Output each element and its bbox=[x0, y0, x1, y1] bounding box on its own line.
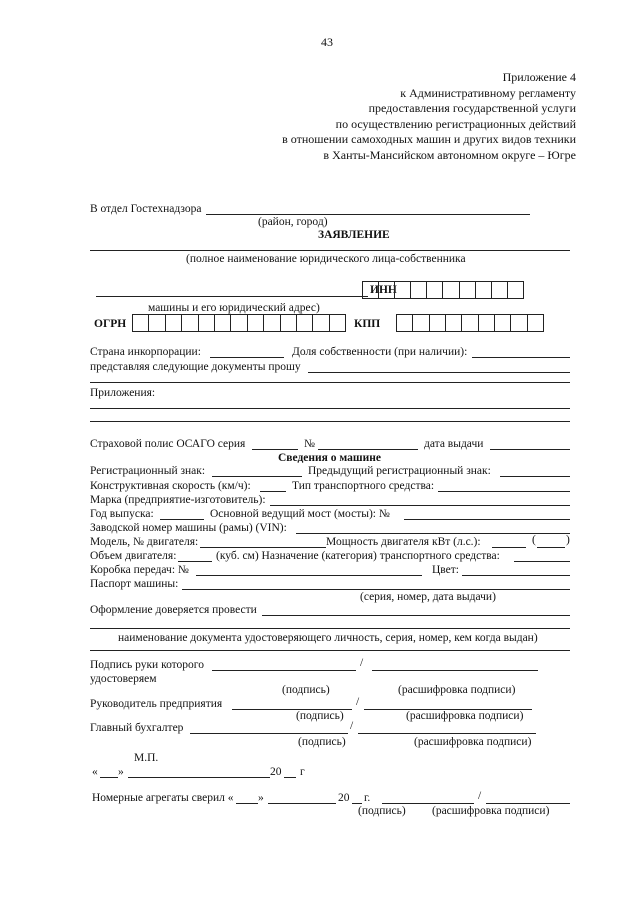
page-number: 43 bbox=[321, 35, 333, 49]
owner-field-2[interactable] bbox=[96, 296, 368, 297]
country-field[interactable] bbox=[210, 357, 284, 358]
power-kw-field[interactable] bbox=[492, 547, 526, 548]
checked-close: » bbox=[258, 792, 264, 804]
checked-month-field[interactable] bbox=[268, 803, 336, 804]
brand-field[interactable] bbox=[270, 505, 570, 506]
vehicle-type-label: Тип транспортного средства: bbox=[292, 480, 435, 492]
checked-label: Номерные агрегаты сверил « bbox=[92, 792, 234, 804]
osago-date-label: дата выдачи bbox=[424, 438, 484, 450]
signature-of-label: Подпись руки которого bbox=[90, 659, 204, 671]
osago-date-field[interactable] bbox=[490, 449, 570, 450]
signature-hint: (подпись) bbox=[298, 736, 346, 748]
slash: / bbox=[478, 790, 482, 802]
osago-label: Страховой полис ОСАГО серия bbox=[90, 438, 246, 450]
appendix-line: к Административному регламенту bbox=[400, 85, 576, 100]
inn-label: ИНН bbox=[370, 284, 397, 296]
vin-label: Заводской номер машины (рамы) (VIN): bbox=[90, 522, 287, 534]
osago-no-label: № bbox=[304, 438, 315, 450]
attachments-label: Приложения: bbox=[90, 387, 156, 399]
passport-field[interactable] bbox=[182, 589, 570, 590]
passport-hint: (серия, номер, дата выдачи) bbox=[360, 591, 496, 603]
appendix-header bbox=[282, 70, 576, 163]
share-field[interactable] bbox=[472, 357, 570, 358]
kpp-label: КПП bbox=[354, 318, 381, 330]
slash: / bbox=[356, 696, 360, 708]
date-year-field[interactable] bbox=[284, 777, 296, 778]
date-close: » bbox=[118, 766, 124, 778]
department-label: В отдел Гостехнадзора bbox=[90, 203, 202, 215]
signature-of-sign-field[interactable] bbox=[212, 670, 356, 671]
reg-sign-label: Регистрационный знак: bbox=[90, 465, 206, 477]
form-title: ЗАЯВЛЕНИЕ bbox=[318, 229, 390, 241]
axle-field[interactable] bbox=[404, 519, 570, 520]
docs-label: представляя следующие документы прошу bbox=[90, 361, 301, 373]
checked-sign-field[interactable] bbox=[382, 803, 474, 804]
owner-hint-2: машины и его юридический адрес) bbox=[148, 302, 320, 314]
category-field[interactable] bbox=[514, 561, 570, 562]
osago-number-field[interactable] bbox=[318, 449, 418, 450]
executed-by-field[interactable] bbox=[262, 615, 570, 616]
appendix-line: по осуществлению регистрационных действий bbox=[335, 116, 576, 131]
vehicle-type-field[interactable] bbox=[438, 491, 570, 492]
checked-year-field[interactable] bbox=[352, 803, 362, 804]
power-hp-close: ) bbox=[566, 534, 570, 546]
appendix-line: Приложение 4 bbox=[502, 70, 576, 84]
attachments-line[interactable] bbox=[90, 408, 570, 409]
color-field[interactable] bbox=[462, 575, 570, 576]
model-field[interactable] bbox=[200, 547, 326, 548]
slash: / bbox=[360, 657, 364, 669]
power-hp-open: ( bbox=[532, 534, 536, 546]
appendix-line: предоставления государственной услуги bbox=[368, 101, 576, 115]
year-label: Год выпуска: bbox=[90, 508, 154, 520]
executed-by-field-2[interactable] bbox=[90, 628, 570, 629]
date-open: « bbox=[92, 766, 98, 778]
signature-hint: (подпись) bbox=[282, 684, 330, 696]
brand-label: Марка (предприятие-изготовитель): bbox=[90, 494, 266, 506]
decoding-hint: (расшифровка подписи) bbox=[406, 710, 524, 722]
certify-label: удостоверяем bbox=[90, 673, 157, 685]
machine-header: Сведения о машине bbox=[278, 452, 381, 464]
date-year-g: г bbox=[300, 766, 305, 778]
model-label: Модель, № двигателя: bbox=[90, 536, 199, 548]
checked-decode-field[interactable] bbox=[486, 803, 570, 804]
gearbox-label: Коробка передач: № bbox=[90, 564, 189, 576]
kpp-cells[interactable] bbox=[396, 314, 544, 332]
gearbox-field[interactable] bbox=[196, 575, 422, 576]
vin-field[interactable] bbox=[296, 533, 570, 534]
accountant-sign-field[interactable] bbox=[190, 733, 348, 734]
volume-unit-label: (куб. см) Назначение (категория) транспортного средства: bbox=[216, 550, 500, 562]
ogrn-cells[interactable] bbox=[132, 314, 346, 332]
signature-hint: (подпись) bbox=[296, 710, 344, 722]
owner-hint: (полное наименование юридического лица-собственника bbox=[186, 253, 466, 265]
year-field[interactable] bbox=[160, 519, 204, 520]
checked-year-prefix: 20 bbox=[338, 792, 350, 804]
share-label: Доля собственности (при наличии): bbox=[292, 346, 468, 358]
checked-g: г. bbox=[364, 792, 371, 804]
prev-reg-sign-label: Предыдущий регистрационный знак: bbox=[308, 465, 491, 477]
appendix-line: в отношении самоходных машин и других видов техники bbox=[282, 132, 576, 146]
speed-field[interactable] bbox=[260, 491, 286, 492]
country-label: Страна инкорпорации: bbox=[90, 346, 201, 358]
passport-label: Паспорт машины: bbox=[90, 578, 179, 590]
ogrn-label: ОГРН bbox=[94, 318, 127, 330]
axle-label: Основной ведущий мост (мосты): № bbox=[210, 508, 390, 520]
date-day-field[interactable] bbox=[100, 777, 118, 778]
color-label: Цвет: bbox=[432, 564, 459, 576]
power-label: Мощность двигателя кВт (л.с.): bbox=[326, 536, 481, 548]
decoding-hint: (расшифровка подписи) bbox=[414, 736, 532, 748]
date-year-prefix: 20 bbox=[270, 766, 282, 778]
decoding-hint: (расшифровка подписи) bbox=[432, 805, 550, 817]
checked-day-field[interactable] bbox=[236, 803, 258, 804]
appendix-line: в Ханты-Мансийском автономном округе – Югре bbox=[323, 147, 576, 162]
decoding-hint: (расшифровка подписи) bbox=[398, 684, 516, 696]
reg-sign-field[interactable] bbox=[212, 476, 302, 477]
osago-series-field[interactable] bbox=[252, 449, 298, 450]
accountant-label: Главный бухгалтер bbox=[90, 722, 184, 734]
attachments-line[interactable] bbox=[90, 421, 570, 422]
power-hp-field[interactable] bbox=[537, 547, 565, 548]
signature-hint: (подпись) bbox=[358, 805, 406, 817]
docs-field-2[interactable] bbox=[90, 382, 570, 383]
owner-field[interactable] bbox=[90, 250, 570, 251]
id-hint: наименование документа удостоверяющего личность, серия, номер, кем когда выдан) bbox=[118, 632, 538, 644]
director-label: Руководитель предприятия bbox=[90, 698, 223, 710]
executed-by-label: Оформление доверяется провести bbox=[90, 604, 257, 616]
signature-of-decode-field[interactable] bbox=[372, 670, 538, 671]
volume-label: Объем двигателя: bbox=[90, 550, 177, 562]
slash: / bbox=[350, 720, 354, 732]
id-line[interactable] bbox=[90, 650, 570, 651]
prev-reg-sign-field[interactable] bbox=[500, 476, 570, 477]
accountant-decode-field[interactable] bbox=[358, 733, 536, 734]
district-hint: (район, город) bbox=[258, 216, 328, 228]
stamp-label: М.П. bbox=[134, 752, 159, 764]
department-field[interactable] bbox=[206, 214, 530, 215]
docs-field[interactable] bbox=[308, 372, 570, 373]
inn-cells[interactable] bbox=[362, 281, 524, 299]
speed-label: Конструктивная скорость (км/ч): bbox=[90, 480, 251, 492]
volume-field[interactable] bbox=[178, 561, 212, 562]
date-month-field[interactable] bbox=[128, 777, 270, 778]
